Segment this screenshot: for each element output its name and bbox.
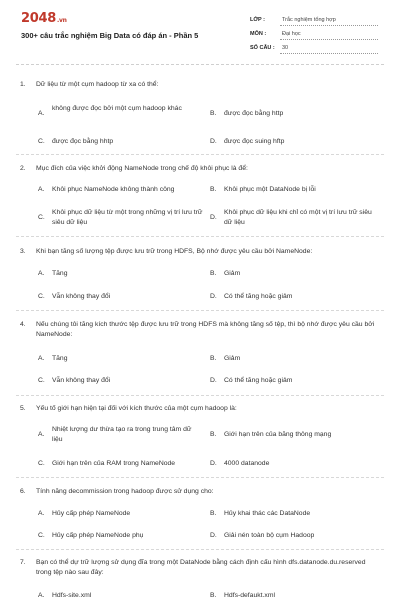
question-text: Bạn có thể dự trữ lượng sử dụng đĩa trong một DataNode bằng cách định cấu hình dfs.datanode.du.reserved trong tệp nào sau đây:	[36, 559, 366, 576]
option-text: không được đọc bởi một cụm hadoop khác	[52, 105, 182, 112]
socau-underline	[280, 53, 378, 54]
question-number: 5.	[20, 405, 26, 412]
site-logo[interactable]	[21, 11, 67, 26]
question-number: 6.	[20, 488, 26, 495]
option-text: được đọc bằng http	[224, 110, 284, 117]
question-number: 2.	[20, 165, 26, 172]
option-text: Tăng	[52, 270, 68, 277]
option-text: Vẫn không thay đổi	[52, 377, 111, 384]
logo-text: 2048	[21, 11, 56, 26]
document-header	[0, 0, 400, 60]
option-text: Hủy cấp phép NameNode phụ	[52, 532, 144, 539]
question-separator	[16, 549, 384, 550]
option-text: Giảm	[224, 355, 241, 362]
option-text: Khôi phục NameNode không thành công	[52, 186, 175, 193]
option-text: Hdfs-defaukt.xml	[224, 592, 275, 599]
option-letter: A.	[38, 110, 45, 117]
option-letter: D.	[210, 214, 217, 221]
question-number: 7.	[20, 559, 26, 566]
question-text: Khi bạn tăng số lượng tệp được lưu trữ trong HDFS, Bộ nhớ được yêu cầu bởi NameNode:	[36, 248, 313, 255]
option-letter: D.	[210, 460, 217, 467]
option-letter: D.	[210, 293, 217, 300]
document-title: 300+ câu trắc nghiệm Big Data có đáp án - Phần 5	[21, 31, 199, 40]
option-text: Tăng	[52, 355, 68, 362]
question-text: Yếu tố giới hạn hiện tại đối với kích thước của một cụm hadoop là:	[36, 405, 237, 412]
option-letter: C.	[38, 532, 45, 539]
socau-value: 30	[282, 45, 289, 51]
option-letter: D.	[210, 377, 217, 384]
option-letter: C.	[38, 377, 45, 384]
option-letter: A.	[38, 270, 45, 277]
option-text: Hủy khai thác các DataNode	[224, 510, 311, 517]
option-letter: B.	[210, 270, 217, 277]
option-text: Nhiệt lượng dư thừa tạo ra trong trung tâm dữ liệu	[52, 426, 192, 443]
option-letter: B.	[210, 186, 217, 193]
option-text: Giải nén toàn bộ cụm Hadoop	[224, 532, 315, 539]
socau-label: SỐ CÂU :	[250, 45, 275, 51]
option-letter: C.	[38, 293, 45, 300]
option-text: được đọc suing hftp	[224, 138, 285, 145]
question-separator	[16, 236, 384, 237]
option-text: Khôi phục một DataNode bị lỗi	[224, 186, 316, 193]
option-letter: B.	[210, 355, 217, 362]
lop-underline	[280, 25, 378, 26]
lop-label: LỚP :	[250, 17, 265, 23]
option-text: Vẫn không thay đổi	[52, 293, 111, 300]
option-letter: C.	[38, 138, 45, 145]
mon-value: Đại học	[282, 31, 301, 37]
mon-underline	[280, 39, 378, 40]
question-separator	[16, 310, 384, 311]
question-text: Mục đích của việc khởi động NameNode trong chế độ khôi phục là để:	[36, 165, 248, 172]
option-text: Giới hạn trên của băng thông mạng	[224, 431, 332, 438]
option-letter: B.	[210, 431, 217, 438]
option-letter: A.	[38, 592, 45, 599]
question-separator	[16, 154, 384, 155]
question-text: Dữ liệu từ một cụm hadoop từ xa có thể:	[36, 81, 159, 88]
question-number: 1.	[20, 81, 26, 88]
option-letter: B.	[210, 510, 217, 517]
option-text: Có thể tăng hoặc giảm	[224, 377, 293, 384]
option-letter: A.	[38, 510, 45, 517]
question-separator	[16, 477, 384, 478]
lop-value: Trắc nghiệm tổng hợp	[282, 17, 336, 23]
question-number: 4.	[20, 321, 26, 328]
mon-label: MÔN :	[250, 31, 267, 37]
option-text: Hdfs-site.xml	[52, 592, 92, 599]
option-letter: D.	[210, 532, 217, 539]
option-letter: A.	[38, 431, 45, 438]
option-text: 4000 datanode	[224, 460, 270, 467]
header-separator	[16, 64, 384, 65]
option-text: Giảm	[224, 270, 241, 277]
option-letter: C.	[38, 460, 45, 467]
option-letter: A.	[38, 355, 45, 362]
logo-suffix: .vn	[56, 17, 67, 24]
option-text: Khôi phục dữ liệu khi chỉ có một vị trí lưu trữ siêu dữ liệu	[224, 209, 372, 226]
question-separator	[16, 395, 384, 396]
option-letter: B.	[210, 592, 217, 599]
option-text: Khôi phục dữ liệu từ một trong những vị trí lưu trữ siêu dữ liệu	[52, 209, 203, 226]
option-letter: C.	[38, 214, 45, 221]
option-text: được đọc bằng hhtp	[52, 138, 114, 145]
option-text: Hủy cấp phép NameNode	[52, 510, 131, 517]
option-letter: A.	[38, 186, 45, 193]
option-letter: D.	[210, 138, 217, 145]
option-text: Giới hạn trên của RAM trong NameNode	[52, 460, 176, 467]
question-text: Nếu chúng tôi tăng kích thước tệp được lưu trữ trong HDFS mà không tăng số tệp, thì bộ nhớ được yêu cầu bởi NameNode:	[36, 321, 375, 338]
option-letter: B.	[210, 110, 217, 117]
question-text: Tính năng decommission trong hadoop được sử dụng cho:	[36, 488, 214, 495]
question-number: 3.	[20, 248, 26, 255]
option-text: Có thể tăng hoặc giảm	[224, 293, 293, 300]
